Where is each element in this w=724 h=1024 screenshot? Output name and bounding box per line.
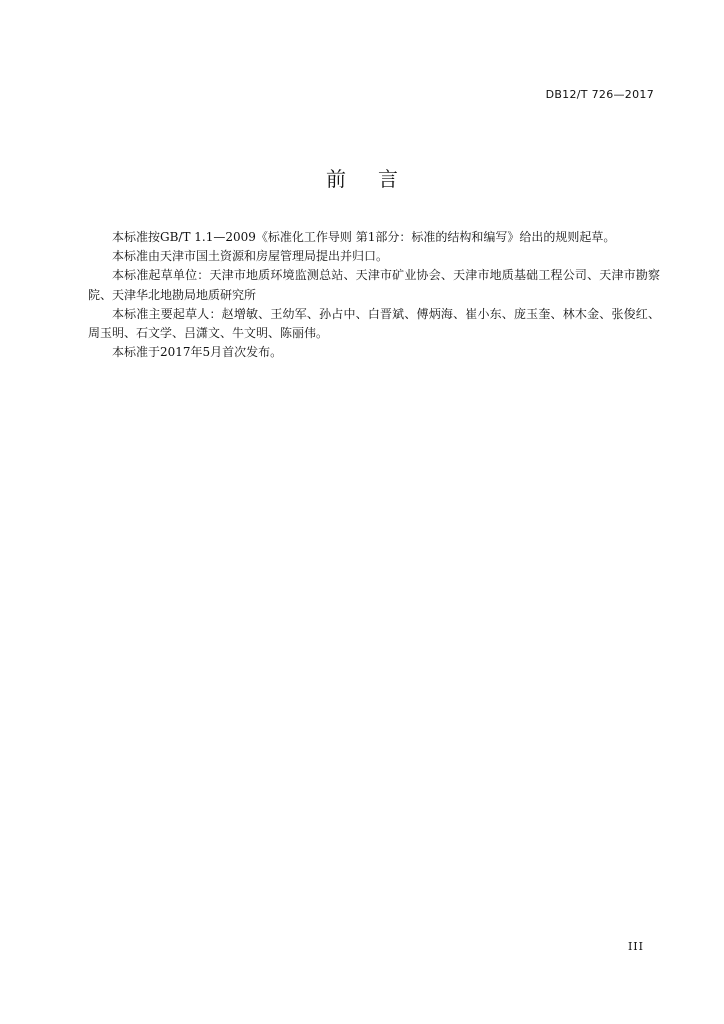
paragraph-drafters: 本标准主要起草人：赵增敏、王幼军、孙占中、白晋斌、傅炳海、崔小东、庞玉奎、林木金、张俊红、周玉明、石文学、吕潇文、牛文明、陈丽伟。 xyxy=(88,306,660,341)
standard-number: DB12/T 726—2017 xyxy=(545,88,654,101)
foreword-body xyxy=(88,228,660,362)
paragraph-drafting-rules: 本标准按GB/T 1.1—2009《标准化工作导则 第1部分：标准的结构和编写》给出的规则起草。 xyxy=(112,230,616,244)
paragraph-proposer: 本标准由天津市国土资源和房屋管理局提出并归口。 xyxy=(112,249,389,264)
paragraph-drafting-units: 本标准起草单位：天津市地质环境监测总站、天津市矿业协会、天津市地质基础工程公司、天津市勘察院、天津华北地勘局地质研究所 xyxy=(88,268,660,302)
page-number: III xyxy=(627,940,644,953)
page-title: 前言 xyxy=(326,167,430,191)
paragraph-release: 本标准于2017年5月首次发布。 xyxy=(112,345,283,360)
